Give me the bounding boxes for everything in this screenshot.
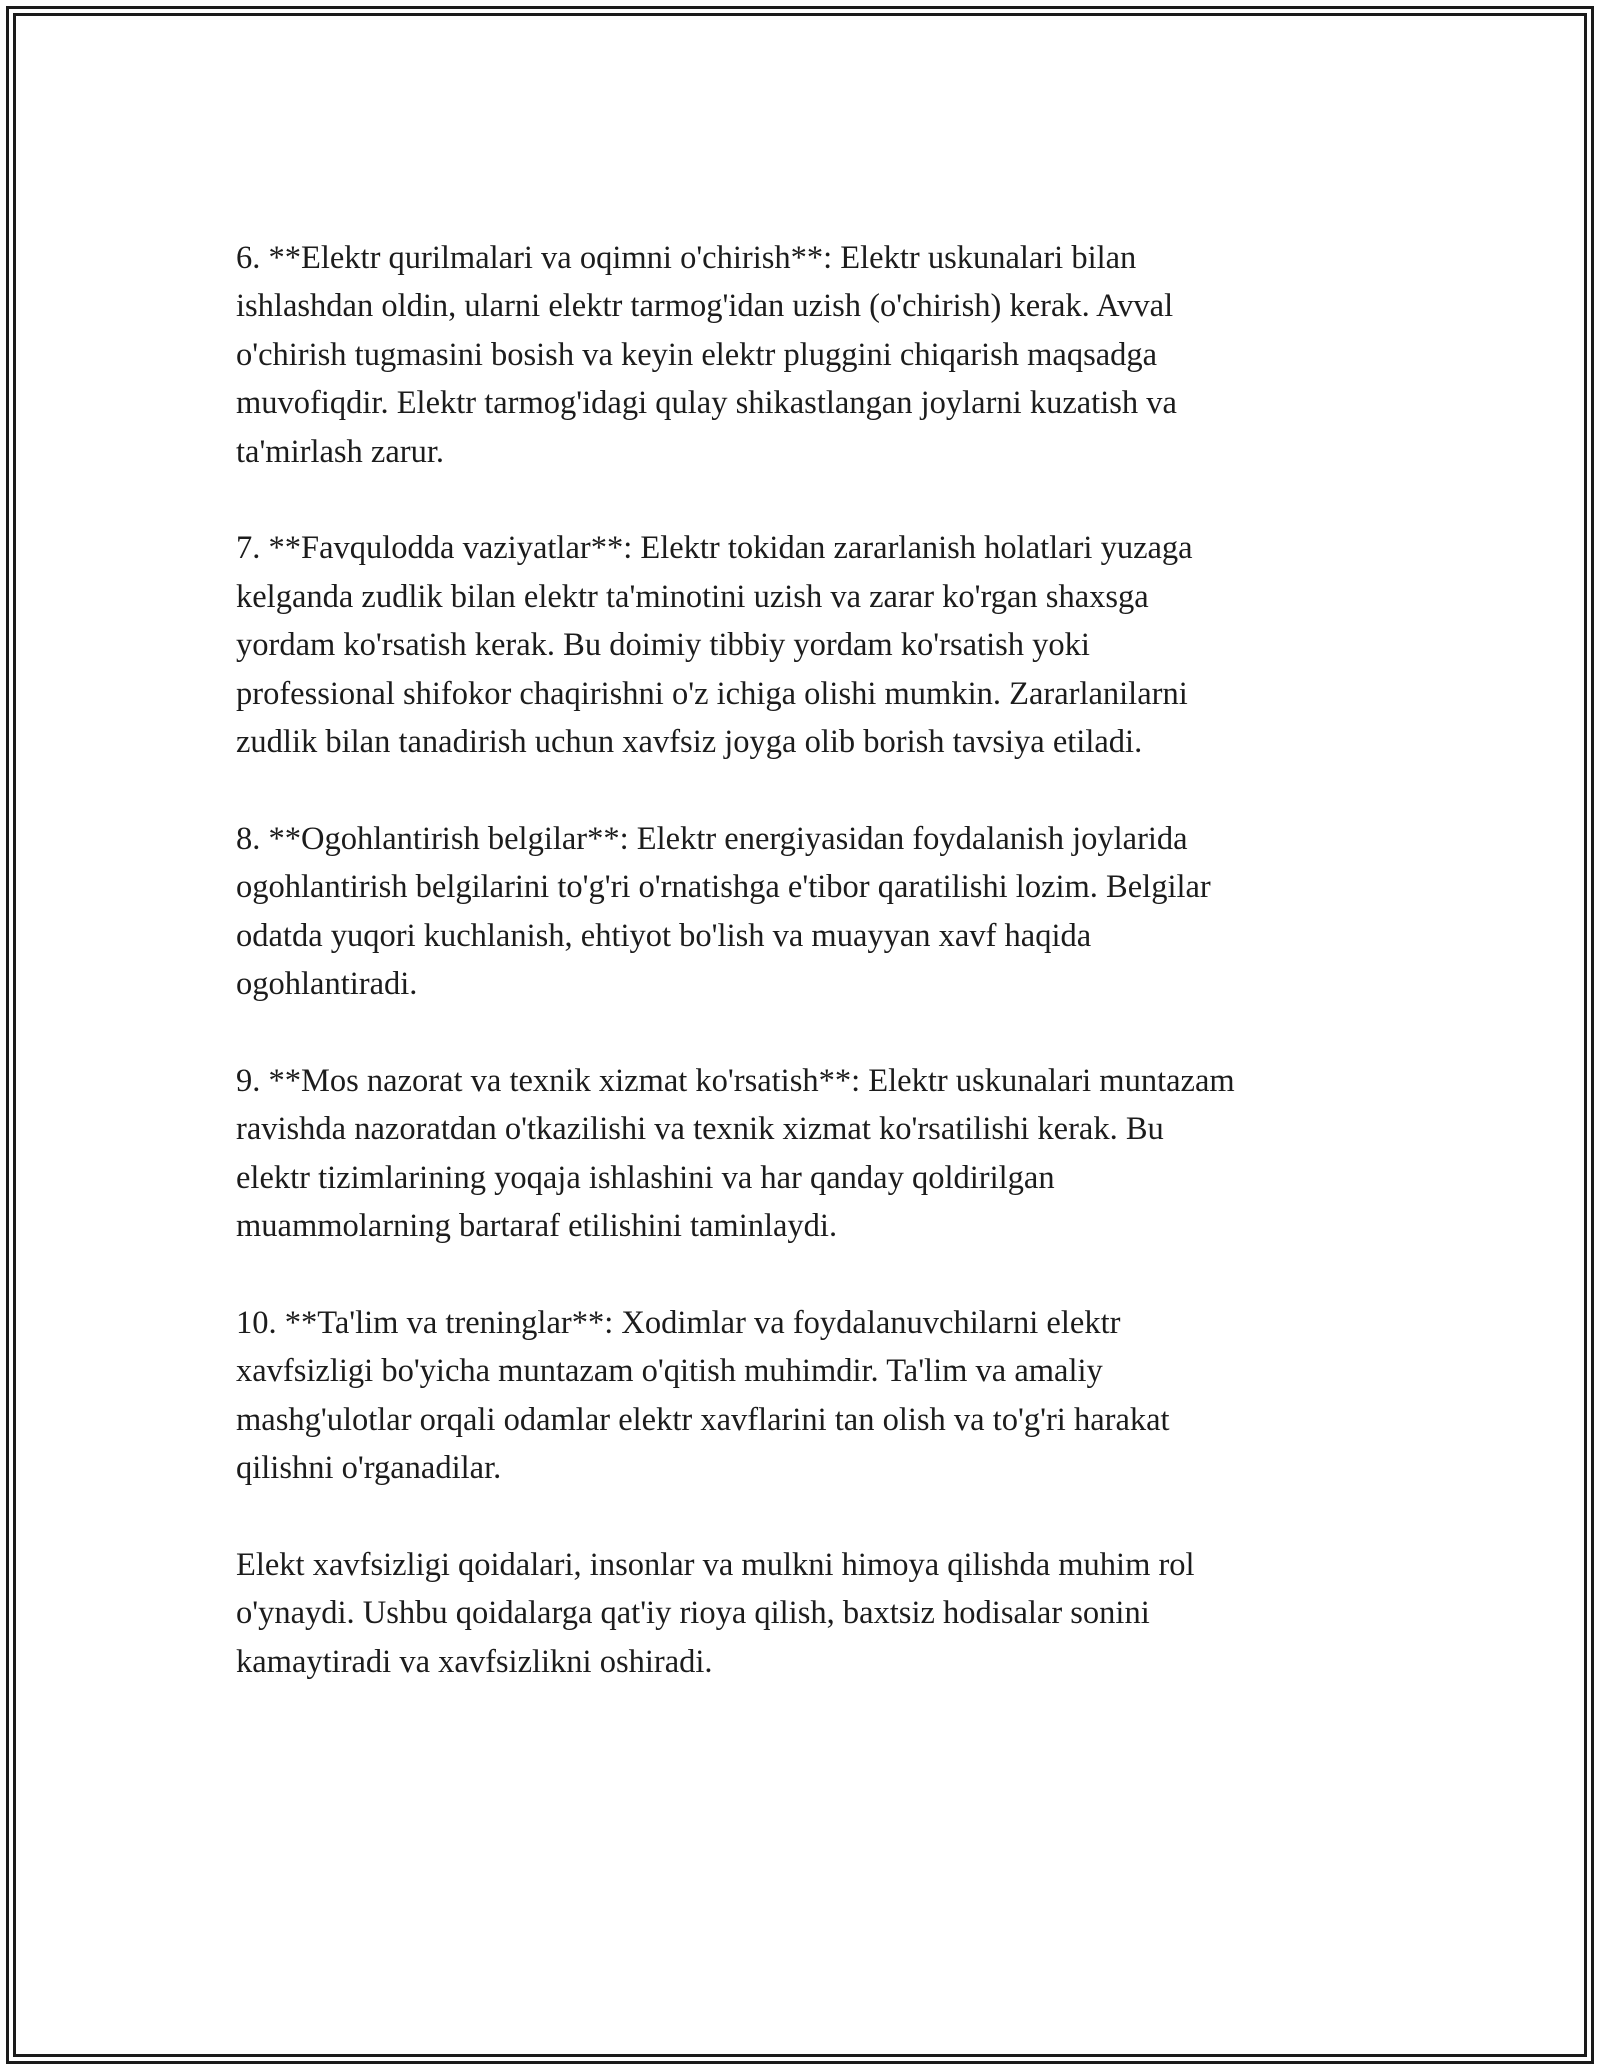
paragraph-item-6: 6. **Elektr qurilmalari va oqimni o'chirish**: Elektr uskunalari bilan ishlashdan oldin, ularni elektr tarmog'idan uzish (o'chirish) kerak. Avval o'chirish tugmasini bosish va keyin elektr pluggini chiqarish maqsadga muvofiqdir. Elektr tarmog'idagi qulay shikastlangan joylarni kuzatish va ta'mirlash zarur. — [236, 240, 1177, 470]
paragraph-item-9: 9. **Mos nazorat va texnik xizmat ko'rsatish**: Elektr uskunalari muntazam ravishda nazoratdan o'tkazilishi va texnik xizmat ko'rsatilishi kerak. Bu elektr tizimlarining yoqaja ishlashini va har qanday qoldirilgan muammolarning bartaraf etilishini taminlaydi. — [236, 1062, 1235, 1245]
conclusion-paragraph: Elekt xavfsizligi qoidalari, insonlar va mulkni himoya qilishda muhim rol o'ynaydi. Ushbu qoidalarga qat'iy rioya qilish, baxtsiz hodisalar sonini kamaytiradi va xavfsizlikni oshiradi. — [236, 1546, 1195, 1680]
paragraph-item-8: 8. **Ogohlantirish belgilar**: Elektr energiyasidan foydalanish joylarida ogohlantirish belgilarini to'g'ri o'rnatishga e'tibor qaratilishi lozim. Belgilar odatda yuqori kuchlanish, ehtiyot bo'lish va muayyan xavf haqida ogohlantiradi. — [236, 820, 1211, 1003]
paragraph-item-10: 10. **Ta'lim va treninglar**: Xodimlar va foydalanuvchilarni elektr xavfsizligi bo'yicha muntazam o'qitish muhimdir. Ta'lim va amaliy mashg'ulotlar orqali odamlar elektr xavflarini tan olish va to'g'ri harakat qilishni o'rganadilar. — [236, 1304, 1170, 1487]
paragraph-item-7: 7. **Favqulodda vaziyatlar**: Elektr tokidan zararlanish holatlari yuzaga kelganda zudlik bilan elektr ta'minotini uzish va zarar ko'rgan shaxsga yordam ko'rsatish kerak. Bu doimiy tibbiy yordam ko'rsatish yoki professional shifokor chaqirishni o'z ichiga olishi mumkin. Zararlanilarni zudlik bilan tanadirish uchun xavfsiz joyga olib borish tavsiya etiladi. — [236, 530, 1193, 761]
document-body — [236, 234, 1396, 1686]
